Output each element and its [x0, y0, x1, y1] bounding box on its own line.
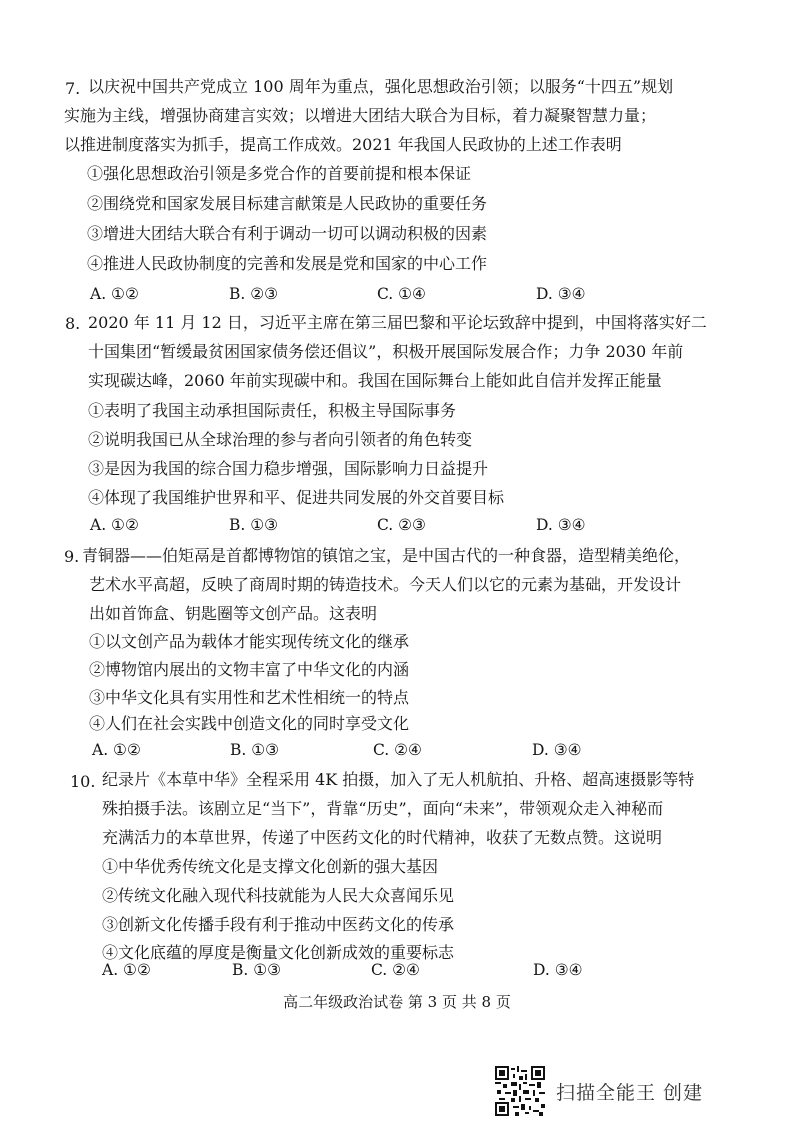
statement: ②博物馆内展出的文物丰富了中华文化的内涵 [89, 660, 410, 679]
question-number: 9. [64, 547, 80, 566]
statement: ②围绕党和国家发展目标建言献策是人民政协的重要任务 [87, 194, 488, 213]
question-stem-line: 出如首饰盒、钥匙圈等文创产品。这表明 [89, 604, 378, 623]
option-d: D. ③④ [536, 285, 586, 303]
statement: ①强化思想政治引领是多党合作的首要前提和根本保证 [87, 164, 472, 183]
option-a: A. ①② [90, 285, 139, 303]
option-b: B. ②③ [229, 285, 279, 303]
qr-code-icon [495, 1066, 545, 1116]
statement: ④体现了我国维护世界和平、促进共同发展的外交首要目标 [88, 488, 505, 507]
statement: ③增进大团结大联合有利于调动一切可以调动积极的因素 [87, 224, 488, 243]
statement: ①中华优秀传统文化是支撑文化创新的强大基因 [102, 857, 439, 876]
statement: ②传统文化融入现代科技就能为人民大众喜闻乐见 [102, 886, 455, 905]
question-stem-line: 十国集团“暂缓最贫困国家债务偿还倡议”，积极开展国际发展合作；力争 2030 年前 [88, 342, 684, 361]
question-stem-line: 以庆祝中国共产党成立 100 周年为重点，强化思想政治引领；以服务“十四五”规划 [88, 77, 674, 96]
statement: ②说明我国已从全球治理的参与者向引领者的角色转变 [88, 430, 473, 449]
option-b: B. ①③ [229, 516, 279, 534]
question-stem-line: 以推进制度落实为抓手，提高工作成效。2021 年我国人民政协的上述工作表明 [64, 135, 622, 154]
question-stem-line: 艺术水平高超，反映了商周时期的铸造技术。今天人们以它的元素为基础，开发设计 [89, 575, 682, 594]
question-number: 8. [65, 314, 81, 333]
option-c: C. ①④ [377, 285, 426, 303]
option-a: A. ①② [102, 961, 151, 979]
option-c: C. ②③ [377, 516, 426, 534]
statement: ④推进人民政协制度的完善和发展是党和国家的中心工作 [87, 254, 488, 273]
question-stem-line: 实施为主线，增强协商建言实效；以增进大团结大联合为目标，着力凝聚智慧力量； [64, 106, 657, 125]
option-d: D. ③④ [533, 961, 583, 979]
option-a: A. ①② [90, 516, 139, 534]
statement: ①表明了我国主动承担国际责任，积极主导国际事务 [88, 401, 457, 420]
statement: ③创新文化传播手段有利于推动中医药文化的传承 [102, 915, 455, 934]
question-stem-line: 充满活力的本草世界，传递了中医药文化的时代精神，收获了无数点赞。这说明 [102, 828, 663, 847]
option-d: D. ③④ [536, 516, 586, 534]
question-number: 10. [70, 772, 96, 791]
option-b: B. ①③ [230, 741, 280, 759]
question-number: 7. [65, 79, 81, 98]
option-b: B. ①③ [232, 961, 282, 979]
option-c: C. ②④ [373, 741, 422, 759]
question-stem-line: 殊拍摄手法。该剧立足“当下”，背靠“历史”，面向“未来”，带领观众走入神秘而 [102, 799, 664, 818]
statement: ④人们在社会实践中创造文化的同时享受文化 [89, 714, 410, 733]
option-c: C. ②④ [371, 961, 420, 979]
option-d: D. ③④ [532, 741, 582, 759]
question-stem-line: 纪录片《本草中华》全程采用 4K 拍摄，加入了无人机航拍、升格、超高速摄影等特 [102, 770, 695, 789]
question-stem-line: 青铜器——伯矩鬲是首都博物馆的镇馆之宝，是中国古代的一种食器，造型精美绝伦， [82, 546, 691, 565]
statement: ③是因为我国的综合国力稳步增强，国际影响力日益提升 [88, 459, 489, 478]
statement: ④文化底蕴的厚度是衡量文化创新成效的重要标志 [102, 943, 455, 962]
option-a: A. ①② [92, 741, 141, 759]
question-stem-line: 实现碳达峰，2060 年前实现碳中和。我国在国际舞台上能如此自信并发挥正能量 [88, 371, 662, 390]
statement: ①以文创产品为载体才能实现传统文化的继承 [89, 632, 410, 651]
statement: ③中华文化具有实用性和艺术性相统一的特点 [89, 688, 410, 707]
question-stem-line: 2020 年 11 月 12 日，习近平主席在第三届巴黎和平论坛致辞中提到，中国将落实好二 [88, 313, 707, 332]
scanner-brand-label: 扫描全能王 创建 [556, 1082, 704, 1104]
page-footer: 高二年级政治试卷 第 3 页 共 8 页 [283, 993, 511, 1011]
